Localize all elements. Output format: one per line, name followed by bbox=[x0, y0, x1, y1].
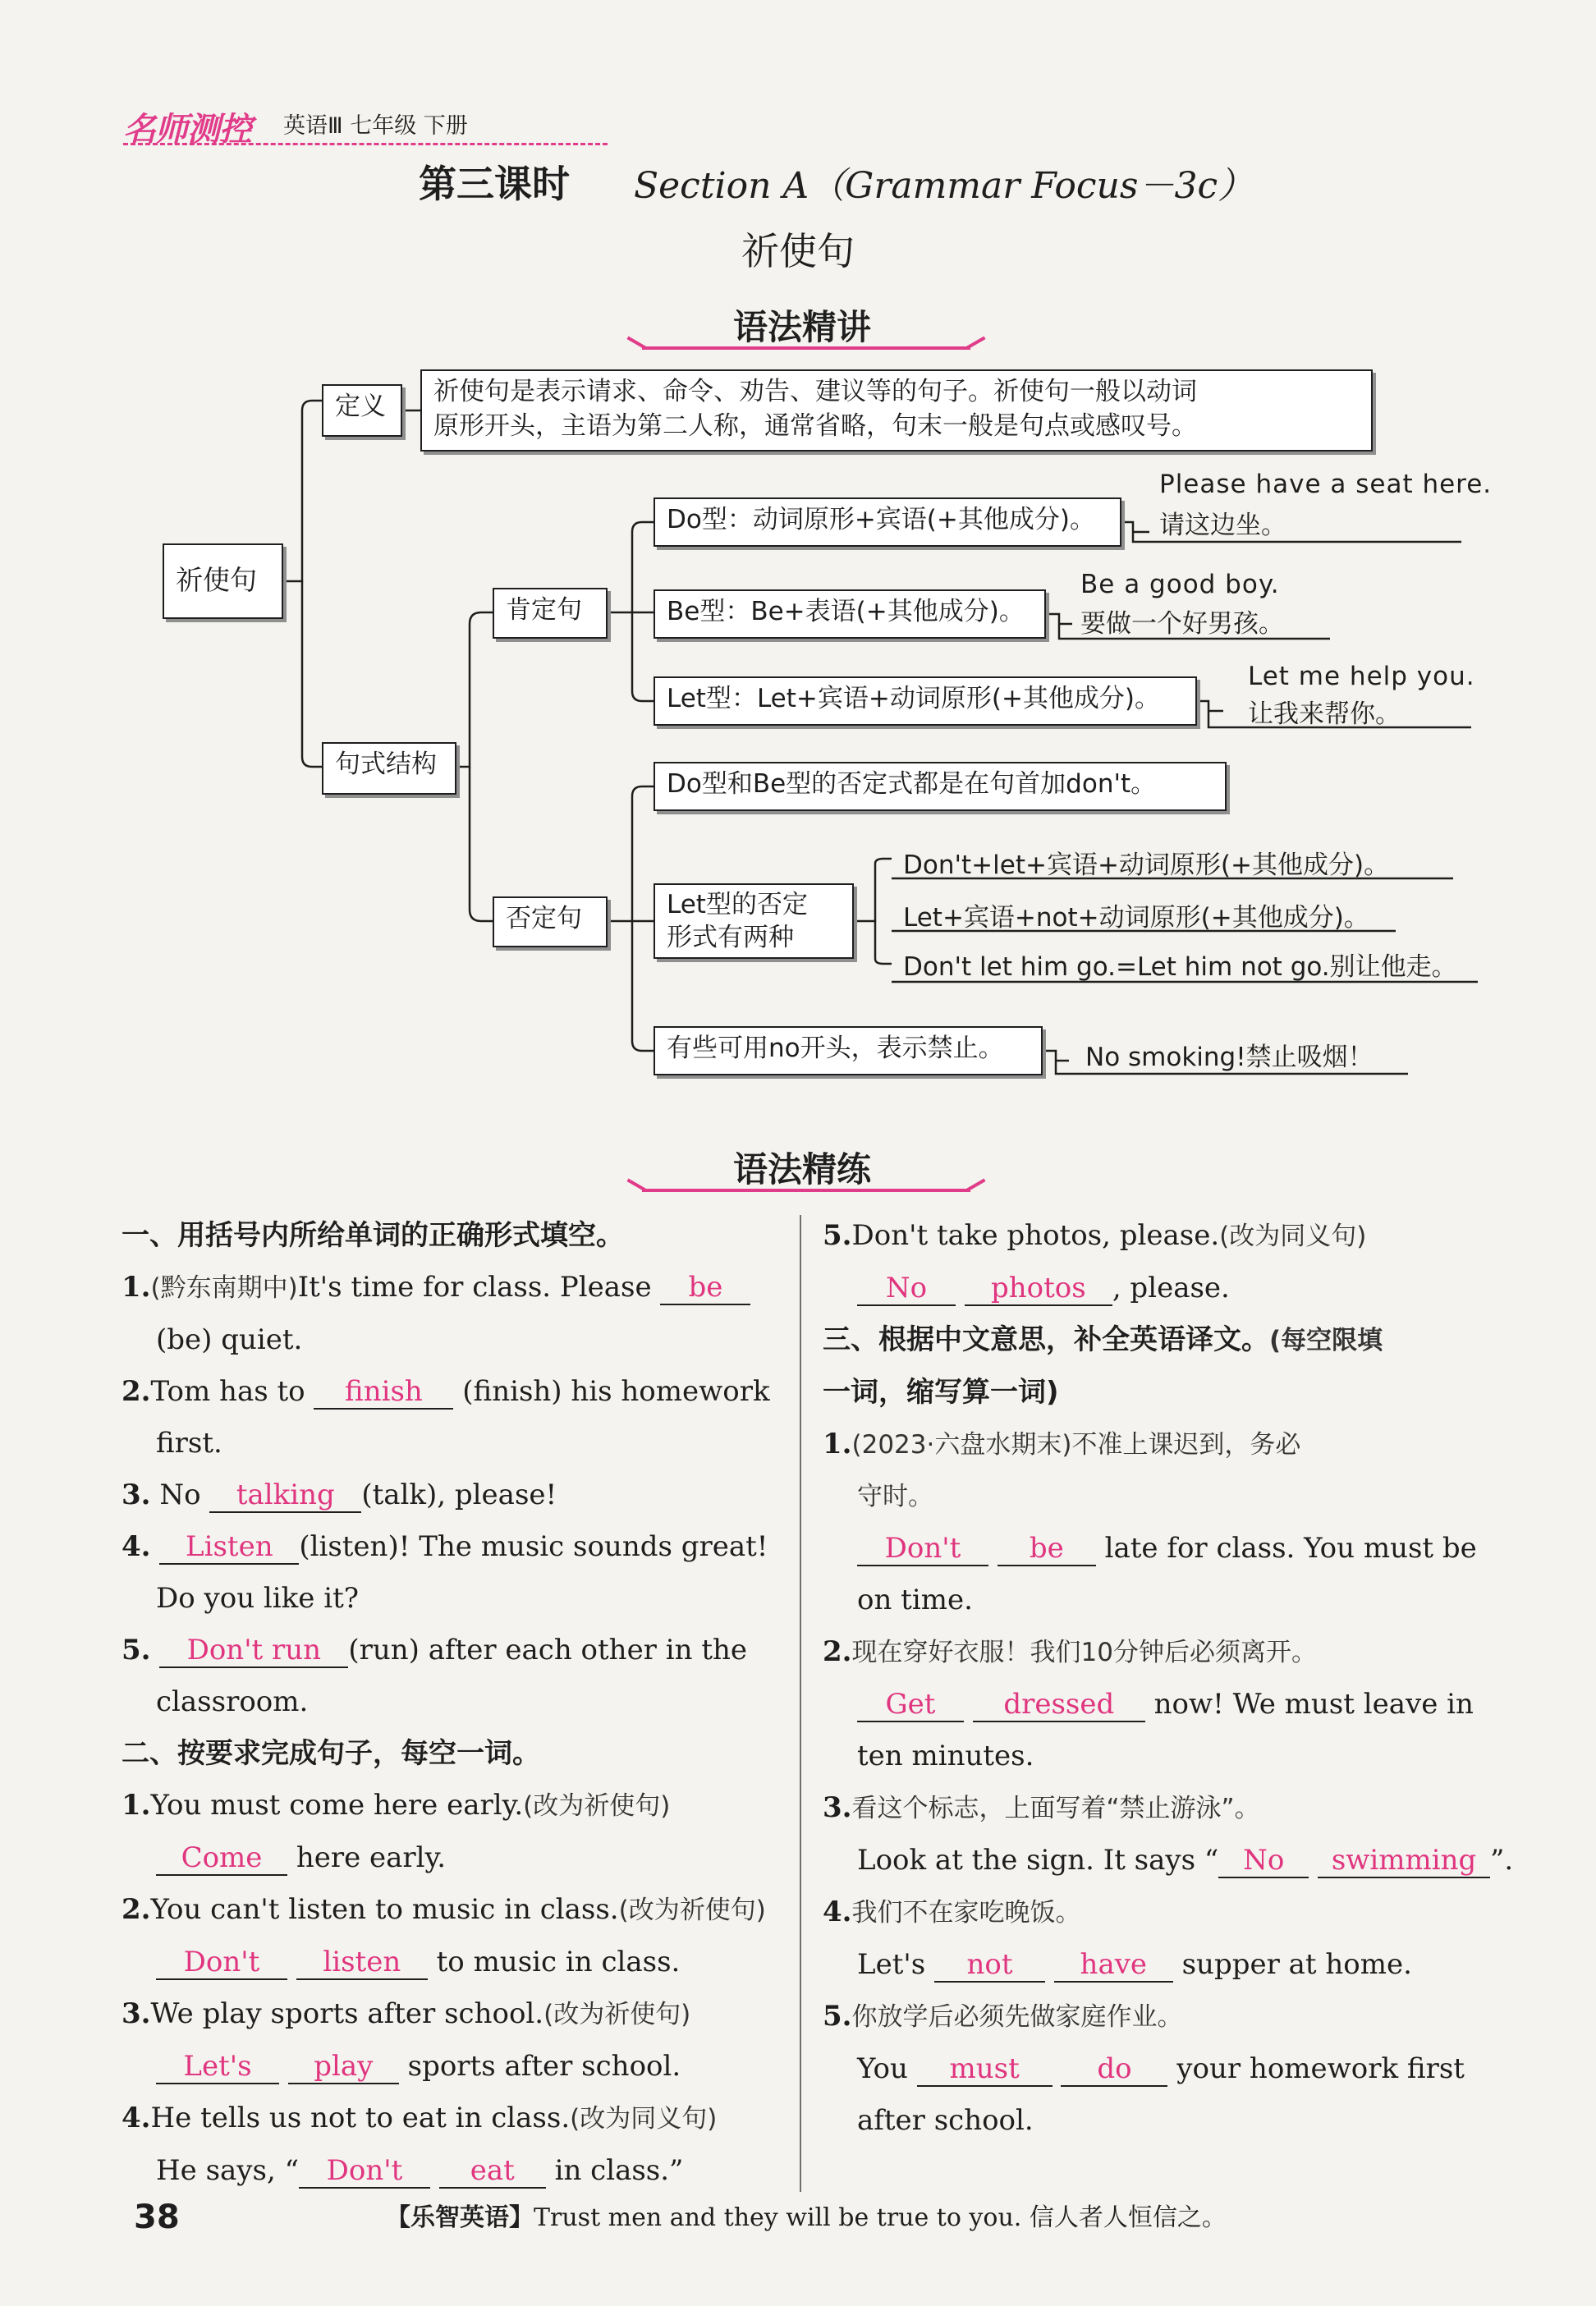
p2-q4-answer-1[interactable]: Don't bbox=[299, 2154, 430, 2189]
p1-q1: 1.(黔东南期中)It's time for class. Please be bbox=[122, 1262, 778, 1314]
part3-title-1: 三、根据中文意思，补全英语译文。(每空限填 bbox=[823, 1323, 1383, 1356]
p2-q3-answer-1[interactable]: Let's bbox=[156, 2050, 279, 2084]
negative-label: 否定句 bbox=[493, 896, 608, 947]
p3-q3-answer-line: Look at the sign. It says “ No swimming ”. bbox=[857, 1844, 1514, 1877]
positive-label: 肯定句 bbox=[493, 588, 608, 639]
p1-q1-cont: (be) quiet. bbox=[156, 1323, 303, 1356]
p2-q3: 3.We play sports after school.(改为祈使句) bbox=[122, 1997, 691, 2030]
neg-let-label-line-1: Let型的否定 bbox=[667, 890, 808, 919]
neg-let-example: Don't let him go.=Let him not go.别让他走。 bbox=[903, 952, 1457, 982]
p3-q3-answer-2[interactable]: swimming bbox=[1318, 1844, 1490, 1878]
p3-q1-answer-1[interactable]: Don't bbox=[857, 1532, 988, 1566]
p1-q1-answer[interactable]: be bbox=[660, 1271, 750, 1305]
be-type-box: Be型：Be+表语(+其他成分)。 bbox=[654, 589, 1046, 639]
let-example-cn: 让我来帮你。 bbox=[1248, 699, 1401, 729]
practice-banner: 语法精练 bbox=[732, 1149, 871, 1190]
p2-q5: 5.Don't take photos, please.(改为同义句) bbox=[823, 1219, 1367, 1252]
p3-q5-answer-1[interactable]: must bbox=[917, 2052, 1053, 2087]
p2-q2-answer-line: Don't listen to music in class. bbox=[122, 1937, 778, 1988]
p3-q2-answer-line: Get dressed now! We must leave in bbox=[823, 1679, 1496, 1731]
p2-q4-answer-2[interactable]: eat bbox=[439, 2154, 546, 2189]
p3-q3-answer-1[interactable]: No bbox=[1218, 1844, 1309, 1878]
mindmap-root: 祈使句 bbox=[163, 543, 283, 619]
p2-q1: 1.You must come here early.(改为祈使句) bbox=[122, 1789, 671, 1822]
p3-q1-answer-2[interactable]: be bbox=[998, 1532, 1096, 1566]
definition-box bbox=[420, 369, 1373, 452]
p1-q3-answer[interactable]: talking bbox=[209, 1478, 361, 1513]
neg-let-label-line-2: 形式有两种 bbox=[667, 923, 794, 952]
neg-let-form-1: Don't+let+宾语+动词原形(+其他成分)。 bbox=[903, 850, 1390, 880]
let-type-box: Let型：Let+宾语+动词原形(+其他成分)。 bbox=[654, 676, 1197, 726]
p1-q4: 4. Listen (listen)! The music sounds great! bbox=[122, 1530, 768, 1563]
p2-q5-answer-line: No photos , please. bbox=[823, 1263, 1496, 1314]
p1-q5-answer[interactable]: Don't run bbox=[159, 1634, 348, 1668]
p3-q1: 1.(2023·六盘水期末)不准上课迟到，务必 bbox=[823, 1428, 1301, 1460]
footer-text: Trust men and they will be true to you. 信人者人恒信之。 bbox=[534, 2203, 1227, 2232]
do-example-en: Please have a seat here. bbox=[1159, 470, 1493, 499]
p1-q2-answer[interactable]: finish bbox=[314, 1375, 453, 1410]
p3-q2-rest2: ten minutes. bbox=[857, 1740, 1034, 1772]
p1-q5: 5. Don't run (run) after each other in the bbox=[122, 1634, 748, 1666]
p1-q4-cont: Do you like it? bbox=[156, 1582, 359, 1615]
p2-q4: 4.He tells us not to eat in class.(改为同义句) bbox=[122, 2102, 718, 2134]
topic-title: 祈使句 bbox=[741, 229, 855, 273]
p2-q2: 2.You can't listen to music in class.(改为祈使句) bbox=[122, 1893, 766, 1926]
page-number: 38 bbox=[134, 2198, 180, 2236]
brand-logo: 名师测控 bbox=[123, 111, 251, 149]
definition-line-2: 原形开头，主语为第二人称，通常省略，句末一般是句点或感叹号。 bbox=[433, 411, 1197, 441]
book-subtitle: 英语Ⅲ 七年级 下册 bbox=[283, 113, 468, 139]
lesson-title: 第三课时 bbox=[419, 162, 570, 206]
neg-no-example: No smoking!禁止吸烟！ bbox=[1085, 1043, 1374, 1072]
do-example-cn: 请这边坐。 bbox=[1159, 511, 1286, 540]
p3-q2-answer-2[interactable]: dressed bbox=[973, 1688, 1145, 1722]
p3-q4-answer-2[interactable]: have bbox=[1054, 1948, 1173, 1983]
practice-banner-underline bbox=[642, 1167, 970, 1192]
p1-q2: 2.Tom has to finish (finish) his homework bbox=[122, 1375, 770, 1408]
footer-brand: 【乐智英语】 bbox=[386, 2203, 534, 2232]
p3-q3: 3.看这个标志，上面写着“禁止游泳”。 bbox=[823, 1791, 1260, 1824]
structure-label: 句式结构 bbox=[322, 742, 456, 795]
p2-q1-answer-line: Come here early. bbox=[122, 1832, 778, 1884]
p3-q4-answer-1[interactable]: not bbox=[934, 1948, 1045, 1983]
p1-q4-answer[interactable]: Listen bbox=[159, 1530, 299, 1565]
footer-quote bbox=[386, 2197, 1227, 2233]
p2-q2-answer-1[interactable]: Don't bbox=[156, 1946, 287, 1980]
p1-q2-cont: first. bbox=[156, 1427, 222, 1460]
p2-q3-answer-2[interactable]: play bbox=[288, 2050, 399, 2084]
column-divider bbox=[800, 1215, 801, 2192]
p3-q1-cont: 守时。 bbox=[857, 1482, 933, 1511]
grammar-banner: 语法精讲 bbox=[732, 307, 871, 347]
be-example-en: Be a good boy. bbox=[1080, 570, 1280, 599]
p2-q5-answer-2[interactable]: photos bbox=[965, 1272, 1112, 1306]
p3-q1-answer-line: Don't be late for class. You must be bbox=[823, 1523, 1496, 1575]
definition-label: 定义 bbox=[322, 384, 402, 437]
p3-q5: 5.你放学后必须先做家庭作业。 bbox=[823, 2000, 1183, 2033]
p3-q5-rest2: after school. bbox=[857, 2104, 1034, 2137]
p3-q5-answer-line: You must do your homework first bbox=[857, 2052, 1465, 2085]
let-example-en: Let me help you. bbox=[1248, 662, 1475, 691]
do-type-box: Do型：动词原形+宾语(+其他成分)。 bbox=[654, 497, 1121, 547]
p2-q1-answer-1[interactable]: Come bbox=[156, 1841, 287, 1876]
p2-q4-answer-line: He says, “ Don't eat in class.” bbox=[156, 2154, 684, 2187]
neg-dobe-box: Do型和Be型的否定式都是在句首加don't。 bbox=[654, 762, 1227, 811]
part2-title: 二、按要求完成句子，每空一词。 bbox=[122, 1737, 540, 1770]
left-column bbox=[122, 1210, 778, 2197]
p3-q5-answer-2[interactable]: do bbox=[1061, 2052, 1167, 2087]
right-column bbox=[823, 1210, 1514, 2147]
neg-let-label-box bbox=[654, 883, 854, 959]
part1-title: 一、用括号内所给单词的正确形式填空。 bbox=[122, 1219, 624, 1252]
part3-title-2: 一词，缩写算一词) bbox=[823, 1376, 1059, 1409]
p1-q5-cont: classroom. bbox=[156, 1685, 309, 1718]
p3-q4: 4.我们不在家吃晚饭。 bbox=[823, 1896, 1081, 1928]
p2-q2-answer-2[interactable]: listen bbox=[296, 1946, 428, 1980]
p3-q1-rest2: on time. bbox=[857, 1584, 973, 1616]
p2-q3-answer-line: Let's play sports after school. bbox=[122, 2041, 778, 2093]
p3-q4-answer-line: Let's not have supper at home. bbox=[857, 1948, 1412, 1981]
neg-let-form-2: Let+宾语+not+动词原形(+其他成分)。 bbox=[903, 903, 1369, 933]
p3-q2-answer-1[interactable]: Get bbox=[857, 1688, 964, 1722]
section-title: Section A（Grammar Focus－3c） bbox=[634, 165, 1254, 207]
definition-line-1: 祈使句是表示请求、命令、劝告、建议等的句子。祈使句一般以动词 bbox=[433, 377, 1197, 406]
p1-q3: 3. No talking (talk), please! bbox=[122, 1478, 557, 1511]
p3-q2: 2.现在穿好衣服！我们10分钟后必须离开。 bbox=[823, 1635, 1317, 1668]
neg-no-box: 有些可用no开头，表示禁止。 bbox=[654, 1026, 1043, 1075]
p2-q5-answer-1[interactable]: No bbox=[857, 1272, 956, 1306]
be-example-cn: 要做一个好男孩。 bbox=[1080, 609, 1284, 639]
